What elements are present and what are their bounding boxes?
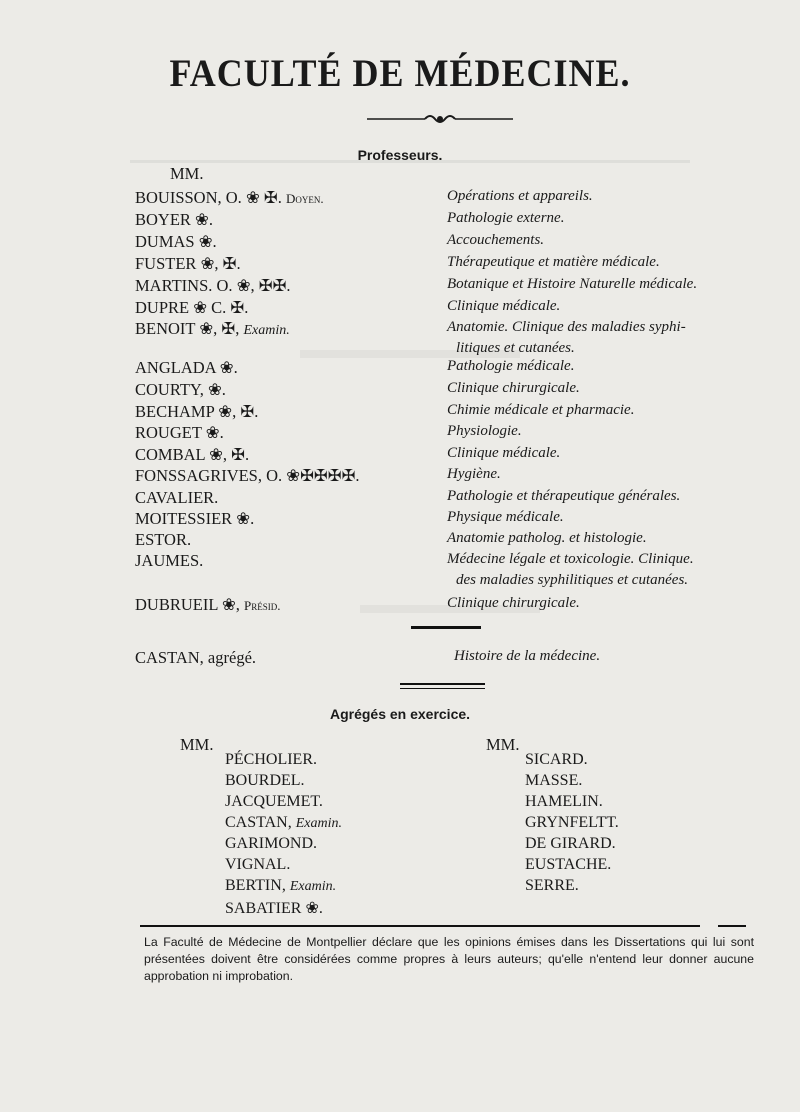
professeur-name	[135, 210, 213, 230]
agrege-right-item: SICARD.	[525, 751, 588, 768]
professeur-surname: ESTOR.	[135, 530, 192, 549]
professeur-row	[0, 530, 800, 552]
section-divider	[400, 688, 485, 689]
professeur-row	[0, 358, 800, 380]
professeur-surname: MOITESSIER	[135, 509, 237, 528]
castan-name: CASTAN, agrégé.	[135, 648, 257, 667]
agrege-right-item: EUSTACHE.	[525, 856, 612, 873]
professeur-surname: COMBAL	[135, 445, 210, 464]
professeur-name	[135, 595, 281, 615]
agrege-left-item	[225, 793, 323, 811]
professeur-subject: Chimie médicale et pharmacie.	[447, 402, 635, 418]
mm-label-left: MM.	[180, 735, 214, 754]
professeur-row	[0, 254, 800, 276]
agrege-right-item: MASSE.	[525, 772, 583, 789]
castan-subject: Histoire de la médecine.	[454, 648, 601, 664]
professeur-surname: ANGLADA	[135, 358, 220, 377]
professeur-surname: FONSSAGRIVES, O.	[135, 466, 287, 485]
professeur-row	[0, 276, 800, 298]
professeur-surname: CAVALIER.	[135, 488, 219, 507]
agrege-left-item	[225, 898, 323, 918]
decoration-marks: ❀, ✠.	[200, 254, 241, 273]
professeur-subject: Clinique médicale.	[447, 445, 561, 461]
professeur-subject-line2: litiques et cutanées.	[456, 340, 575, 356]
professeur-surname: ROUGET	[135, 423, 206, 442]
professeur-row	[0, 445, 800, 467]
professeur-role: Examin.	[243, 323, 290, 338]
decoration-marks: ❀ C. ✠.	[193, 298, 249, 317]
professeur-name	[135, 254, 241, 274]
professeur-name	[135, 488, 218, 508]
decoration-marks: ❀, ✠✠.	[236, 276, 291, 295]
agrege-name: CASTAN,	[225, 814, 296, 831]
professeur-row	[0, 595, 800, 617]
professeur-role: Doyen.	[285, 191, 324, 206]
professeur-row	[0, 423, 800, 445]
professeur-subject: Thérapeutique et matière médicale.	[447, 254, 660, 270]
professeur-subject: Anatomie patholog. et histologie.	[447, 530, 647, 546]
decoration-marks: ❀.	[205, 423, 224, 442]
agrege-name: PÉCHOLIER.	[225, 751, 317, 768]
professeur-surname: BENOIT	[135, 319, 200, 338]
professeur-subject: Pathologie externe.	[447, 210, 565, 226]
agrege-left-item	[225, 814, 342, 832]
professeur-name	[135, 530, 191, 550]
agrege-right-item: HAMELIN.	[525, 793, 603, 810]
mm-label-right: MM.	[486, 735, 520, 754]
professeur-name	[135, 509, 254, 529]
agrege-right-item: DE GIRARD.	[525, 835, 616, 852]
professeur-row	[0, 466, 800, 488]
agrege-name: VIGNAL.	[225, 856, 291, 873]
professeur-name	[135, 276, 291, 296]
professeur-surname: DUBRUEIL	[135, 595, 222, 614]
professeur-subject: Clinique médicale.	[447, 298, 561, 314]
decoration-marks: ❀, ✠,	[199, 319, 244, 338]
professeur-name	[135, 298, 248, 318]
professeur-surname: MARTINS. O.	[135, 276, 237, 295]
professeur-name	[135, 188, 324, 208]
professeur-row	[0, 488, 800, 510]
decoration-marks: ❀, ✠.	[209, 445, 250, 464]
professeur-row	[0, 188, 800, 210]
professeur-row	[0, 232, 800, 254]
agrege-left-item	[225, 751, 317, 769]
professeur-surname: BOYER	[135, 210, 196, 229]
professeur-row	[0, 298, 800, 320]
professeur-name	[135, 466, 360, 486]
professeur-row	[0, 551, 800, 573]
professeur-surname: BOUISSON, O.	[135, 188, 246, 207]
agrege-role: Examin.	[295, 816, 342, 831]
professeur-row	[0, 319, 800, 341]
professeur-name	[135, 402, 258, 422]
agrege-name: JACQUEMET.	[225, 793, 323, 810]
agrege-left-item	[225, 856, 290, 874]
professeur-subject: Opérations et appareils.	[447, 188, 593, 204]
agrege-left-item	[225, 835, 317, 853]
professeur-row	[0, 402, 800, 424]
professeur-subject: Clinique chirurgicale.	[447, 595, 580, 611]
professeur-subject-line2: des maladies syphilitiques et cutanées.	[456, 572, 689, 588]
professeur-name	[135, 423, 224, 443]
professeur-name	[135, 445, 249, 465]
professeur-subject: Physiologie.	[447, 423, 522, 439]
professeur-subject: Accouchements.	[447, 232, 545, 248]
professeurs-heading: Professeurs.	[357, 147, 443, 163]
agrege-right-item: GRYNFELTT.	[525, 814, 619, 831]
professeur-row	[0, 509, 800, 531]
professeur-subject: Médecine légale et toxicologie. Clinique.	[447, 551, 694, 567]
professeur-subject: Pathologie médicale.	[447, 358, 575, 374]
decoration-marks: ❀✠✠✠✠.	[286, 466, 360, 485]
professeur-row	[0, 210, 800, 232]
agrege-right-item: SERRE.	[525, 877, 579, 894]
decoration-marks: ❀.	[195, 210, 213, 229]
professeur-name	[135, 319, 290, 339]
agreges-heading: Agrégés en exercice.	[329, 706, 471, 722]
agrege-left-item	[225, 772, 305, 790]
professeur-name	[135, 551, 203, 571]
mm-label: MM.	[170, 164, 204, 183]
decoration-marks: ❀,	[221, 595, 245, 614]
professeur-name	[135, 380, 226, 400]
professeur-surname: DUPRE	[135, 298, 194, 317]
decoration-marks: ❀.	[198, 232, 217, 251]
professeur-subject: Clinique chirurgicale.	[447, 380, 580, 396]
agrege-name: BOURDEL.	[225, 772, 305, 789]
decoration-marks: ❀ ✠.	[245, 188, 286, 207]
professeur-subject-continued	[0, 572, 800, 594]
castan-row	[0, 648, 800, 670]
agrege-name: GARIMOND.	[225, 835, 317, 852]
professeur-subject: Hygiène.	[447, 466, 501, 482]
professeur-surname: BECHAMP	[135, 402, 219, 421]
footer-rule	[718, 925, 746, 927]
agrege-left-item	[225, 877, 336, 895]
footer-note: La Faculté de Médecine de Montpellier déclare que les opinions émises dans les Dissertations qui lui sont présentées doivent être considérées comme propres à leurs auteurs; qu'elle n'entend leur donner aucune approbation ni improbation.	[144, 935, 754, 983]
professeur-subject: Pathologie et thérapeutique générales.	[447, 488, 681, 504]
decoration-marks: ❀.	[305, 900, 323, 917]
page-title: FACULTÉ DE MÉDECINE.	[169, 51, 631, 95]
professeur-subject: Anatomie. Clinique des maladies syphi-	[447, 319, 686, 335]
title-ornament	[365, 112, 515, 126]
decoration-marks: ❀.	[236, 509, 255, 528]
professeur-surname: COURTY,	[135, 380, 208, 399]
agrege-name: SABATIER	[225, 900, 306, 917]
decoration-marks: ❀, ✠.	[218, 402, 259, 421]
professeur-subject: Physique médicale.	[447, 509, 564, 525]
professeur-name	[135, 358, 238, 378]
agrege-role: Examin.	[289, 879, 337, 894]
section-divider	[400, 683, 485, 685]
professeur-surname: DUMAS	[135, 232, 199, 251]
decoration-marks: ❀.	[207, 380, 226, 399]
decoration-marks: ❀.	[219, 358, 238, 377]
professeur-surname: FUSTER	[135, 254, 201, 273]
professeur-name	[135, 232, 217, 252]
professeur-subject: Botanique et Histoire Naturelle médicale.	[447, 276, 698, 292]
professeur-surname: JAUMES.	[135, 551, 204, 570]
professeur-row	[0, 380, 800, 402]
professeur-role: Présid.	[244, 598, 281, 613]
footer-rule	[140, 925, 700, 927]
section-divider	[411, 626, 481, 629]
agrege-name: BERTIN,	[225, 877, 290, 894]
